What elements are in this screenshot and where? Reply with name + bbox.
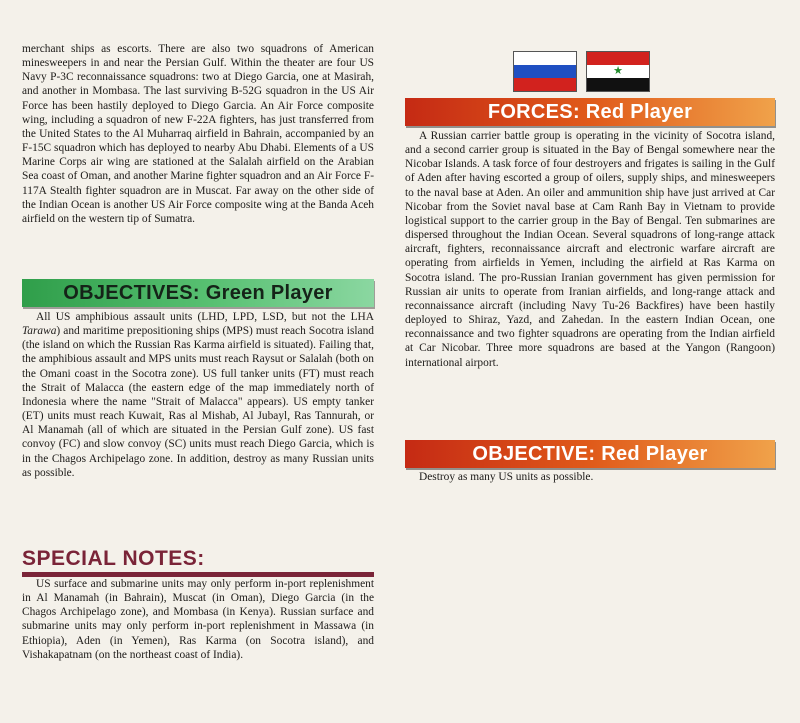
russia-flag-stripe-blue xyxy=(514,65,576,78)
yemen-flag-stripe-red xyxy=(587,52,649,65)
special-notes-container xyxy=(22,577,374,662)
russia-flag-icon xyxy=(513,51,577,92)
objectives-green-container xyxy=(22,310,374,480)
intro-paragraph-container xyxy=(22,42,374,226)
special-notes-heading xyxy=(22,547,374,577)
objectives-green-title: OBJECTIVES: Green Player xyxy=(63,281,333,304)
intro-paragraph: merchant ships as escorts. There are also two squadrons of American minesweepers in and near the Persian Gulf. Within the theater are four US Navy P-3C reconnaissance squadrons: two at Diego Garcia, one at Masirah, and another in Mombasa. The last surviving B-52G squadron in the US Air Force has been hastily deployed to Diego Garcia. An Air Force composite wing, including a squadron of new F-22A fighters, has just transferred from the United States to the Al Muharraq airfield in Bahrain, accompanied by an F-15C squadron which has deployed to nearby Abu Dhabi. Elements of a US Marine Corps air wing are stationed at the Salalah airfield on the Arabian Sea coast of Oman, and another Marine fighter squadron and an Air Force F-117A Stealth fighter squadron are in Muscat. Far away on the other side of the Indian Ocean is another US Air Force composite wing at the Banda Aceh airfield on the western tip of Sumatra. xyxy=(22,43,374,225)
russia-flag-stripe-red xyxy=(514,78,576,91)
objectives-green-banner xyxy=(22,279,374,307)
objective-red-title: OBJECTIVE: Red Player xyxy=(472,442,708,465)
objective-red-container xyxy=(405,470,775,484)
forces-red-text: A Russian carrier battle group is operating in the vicinity of Socotra island, and a second carrier group is situated in the Bay of Bengal somewhere near the Nicobar Islands. A task force of four destroyers and frigates is sailing in the Gulf of Aden after having escorted a group of oilers, supply ships, and minesweepers to the naval base at Aden. An oiler and ammunition ship have just arrived at Car Nicobar from the Soviet naval base at Cam Ranh Bay in Vietnam to provide logistical support to the carrier group in the Bay of Bengal. Ten submarines are dispersed throughout the Indian Ocean. Several squadrons of long-range attack aircraft, fighters, reconnaissance aircraft and electronic warfare aircraft are operating from airfields in Yemen, including the airfield at Ras Karma on Socotra island. The pro-Russian Iranian government has given permission for Russian air units to operate from Iranian airfields, and long-range attack and reconnaissance aircraft (including Navy Tu-26 Backfires) have been hastily deployed to Shiraz, Yazd, and Zahedan. In the eastern Indian Ocean, one reconnaissance and two fighter squadrons are operating from the Indian airfield at Car Nicobar. Three more squadrons are based at the Yangon (Rangoon) international airport. xyxy=(405,130,775,369)
objectives-green-text-a: All US amphibious assault units (LHD, LPD, LSD, but not the LHA xyxy=(36,311,374,323)
russia-flag-stripe-white xyxy=(514,52,576,65)
objectives-green-text-b: ) and maritime prepositioning ships (MPS) must reach Socotra island (the island on which the Russian Ras Karma airfield is situated). Failing that, the amphibious assault and MPS units must reach Raysut or Salalah (both on the Omani coast in the Socotra zone). US full tanker units (FT) must reach the Strait of Malacca (the eastern edge of the map immediately north of Indonesia where the name "Strait of Malacca" appears). US empty tanker (ET) units must reach Kuwait, Ras al Mishab, Al Jubayl, Ras Tannurah, or Al Manamah (all of which are situated in the Persian Gulf zone). US fast convoy (FC) and slow convoy (SC) units must reach Diego Garcia, which is in the Chagos Archipelago zone. In addition, destroy as many Russian units as possible. xyxy=(22,325,374,479)
forces-red-title: FORCES: Red Player xyxy=(487,100,693,123)
objective-red-text: Destroy as many US units as possible. xyxy=(419,471,594,483)
star-icon: ★ xyxy=(613,65,623,77)
objectives-green-text xyxy=(22,310,374,480)
forces-red-banner xyxy=(405,98,775,126)
yemen-flag-stripe-black xyxy=(587,78,649,91)
special-notes-title: SPECIAL NOTES: xyxy=(22,547,205,570)
yemen-flag-icon xyxy=(586,51,650,92)
special-notes-text: US surface and submarine units may only perform in-port replenishment in Al Manamah (in Bahrain), Muscat (in Oman), Diego Garcia (in the Chagos Archipelago zone), and Mombasa (in Kenya). Russian surface and submarine units may only perform in-port replenishment in Massawa (in Ethiopia), Aden (in Yemen), Ras Karma (on Socotra island), and Vishakapatnam (on the northeast coast of India). xyxy=(22,578,374,661)
objective-red-banner xyxy=(405,440,775,468)
objectives-green-italic: Tarawa xyxy=(22,325,57,338)
forces-red-container xyxy=(405,129,775,370)
